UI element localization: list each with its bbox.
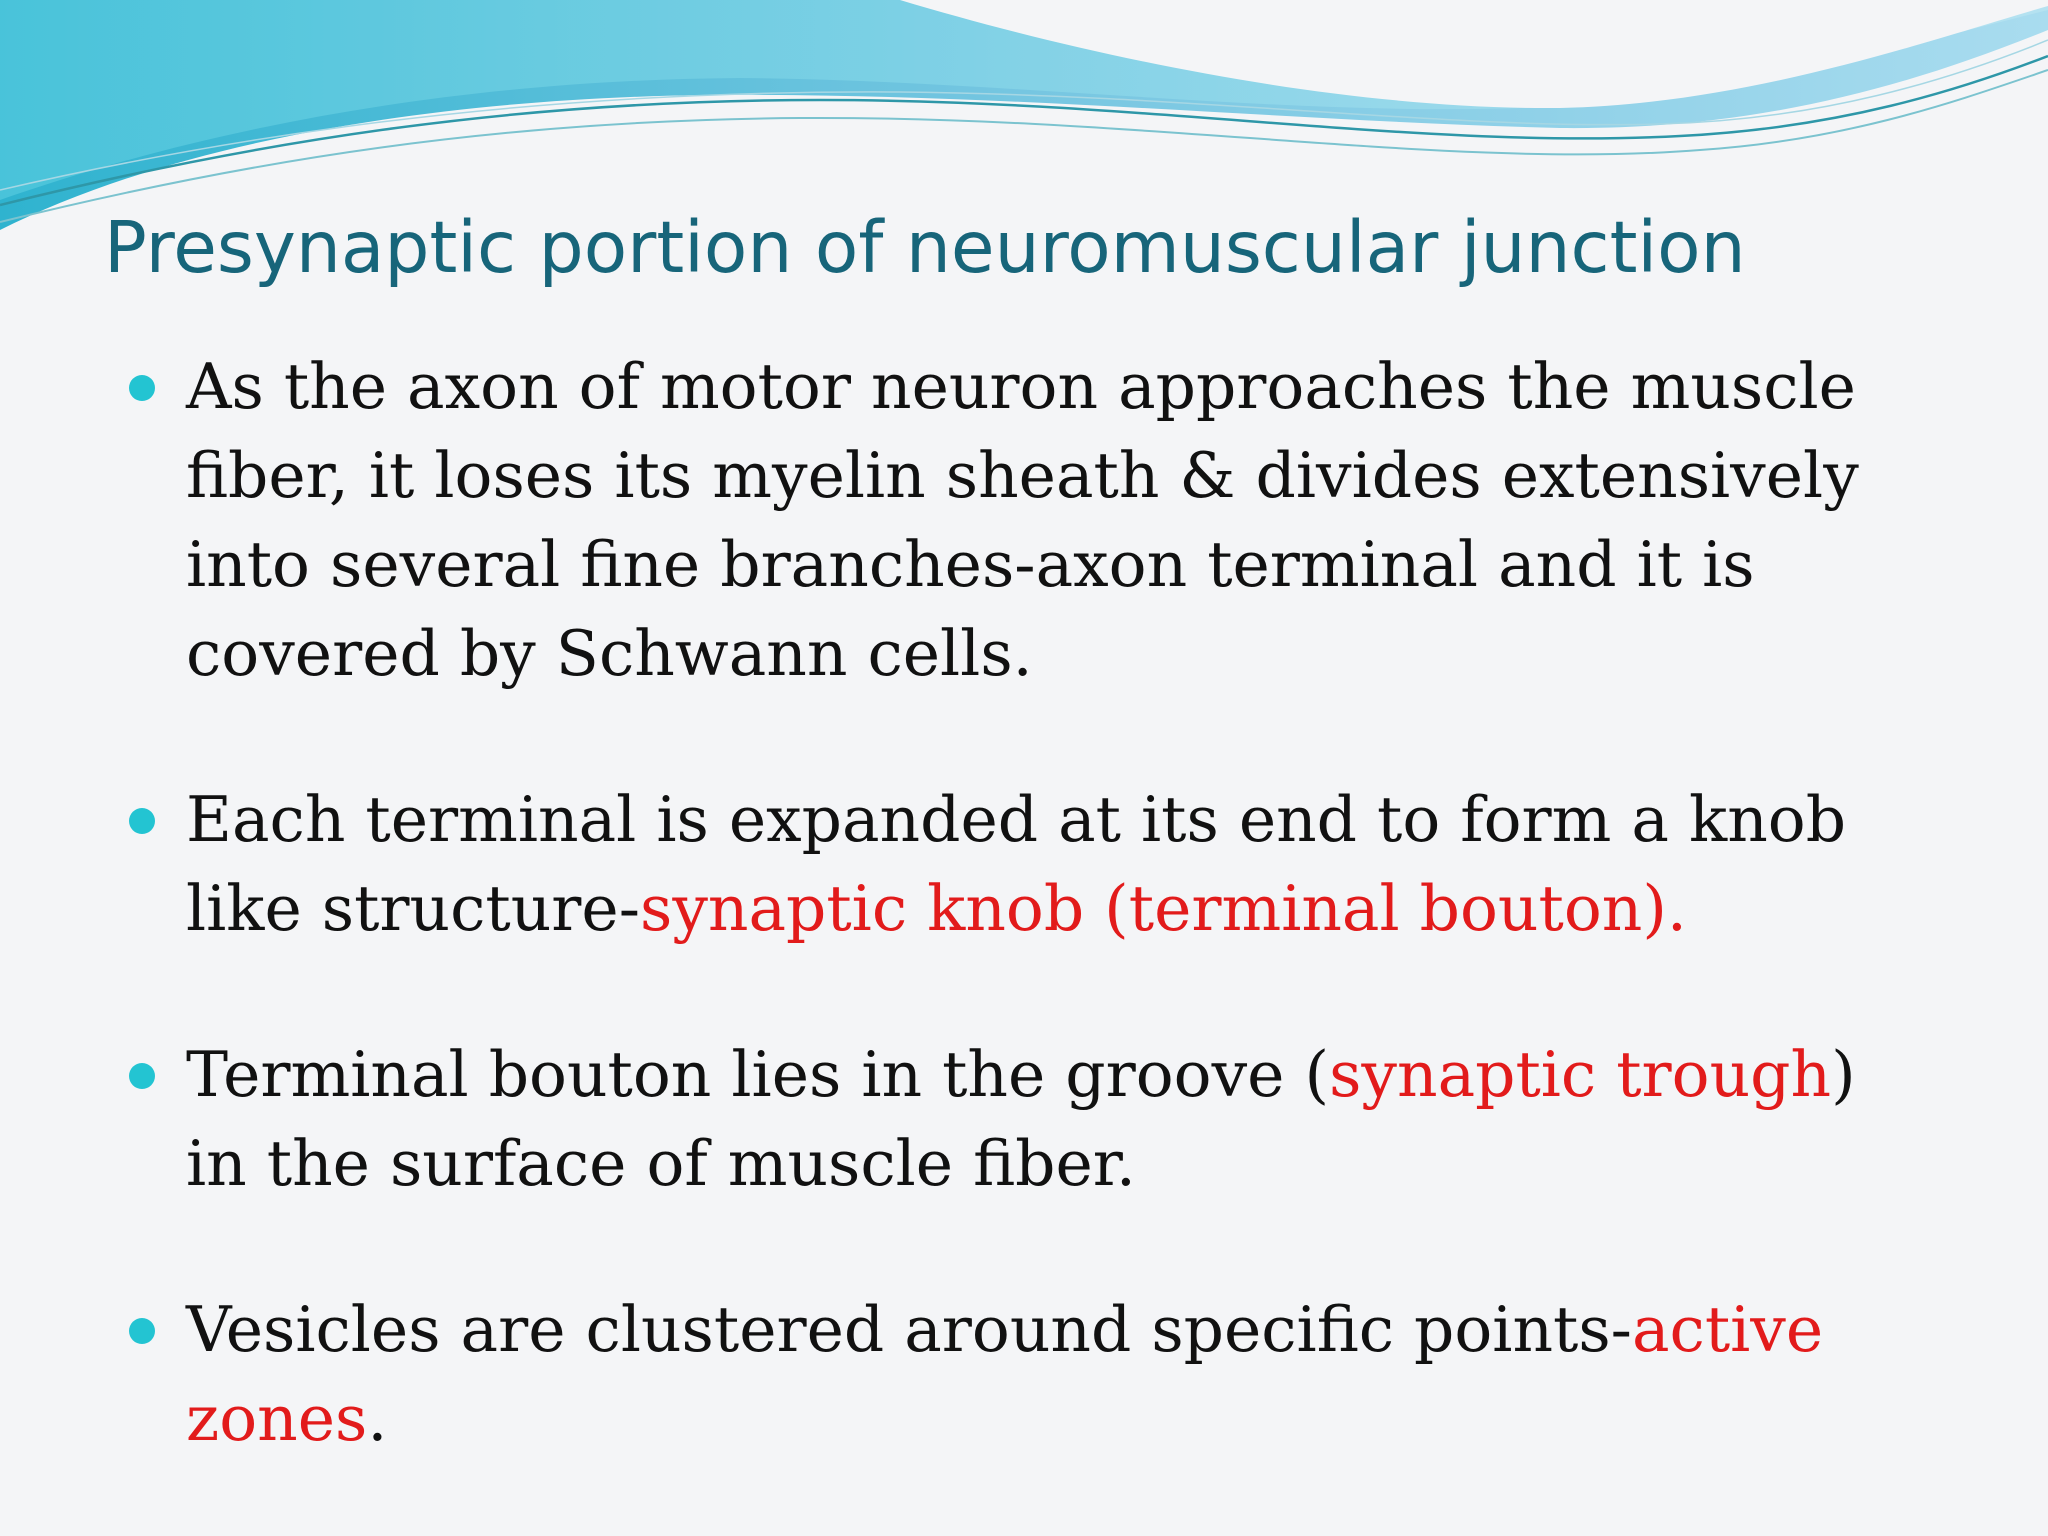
header-wave-decoration xyxy=(0,0,2048,240)
bullet-text: Terminal bouton lies in the groove ( xyxy=(186,1038,1330,1111)
bullet-list xyxy=(126,342,1886,1463)
bullet-dot-icon xyxy=(129,375,155,401)
bullet-text: Each terminal is expanded at its end to form a knob like structure- xyxy=(186,783,1847,945)
bullet-text: . xyxy=(367,1382,388,1455)
slide-title: Presynaptic portion of neuromuscular junction xyxy=(104,206,1746,289)
bullet-dot-icon xyxy=(129,808,155,834)
bullet-item xyxy=(126,775,1886,953)
bullet-dot-icon xyxy=(129,1318,155,1344)
bullet-item xyxy=(126,342,1886,698)
highlighted-term: synaptic knob (terminal bouton). xyxy=(639,872,1687,945)
highlighted-term: active zones xyxy=(186,1293,1824,1455)
highlighted-term: synaptic trough xyxy=(1329,1038,1832,1111)
bullet-item xyxy=(126,1030,1886,1208)
bullet-text: Vesicles are clustered around specific points- xyxy=(186,1293,1632,1366)
bullet-text: As the axon of motor neuron approaches the muscle fiber, it loses its myelin sheath & divides extensively into several fine branches-axon terminal and it is covered by Schwann cells. xyxy=(186,350,1859,690)
bullet-text: ) in the surface of muscle fiber. xyxy=(186,1038,1856,1200)
bullet-dot-icon xyxy=(129,1063,155,1089)
bullet-item xyxy=(126,1285,1886,1463)
